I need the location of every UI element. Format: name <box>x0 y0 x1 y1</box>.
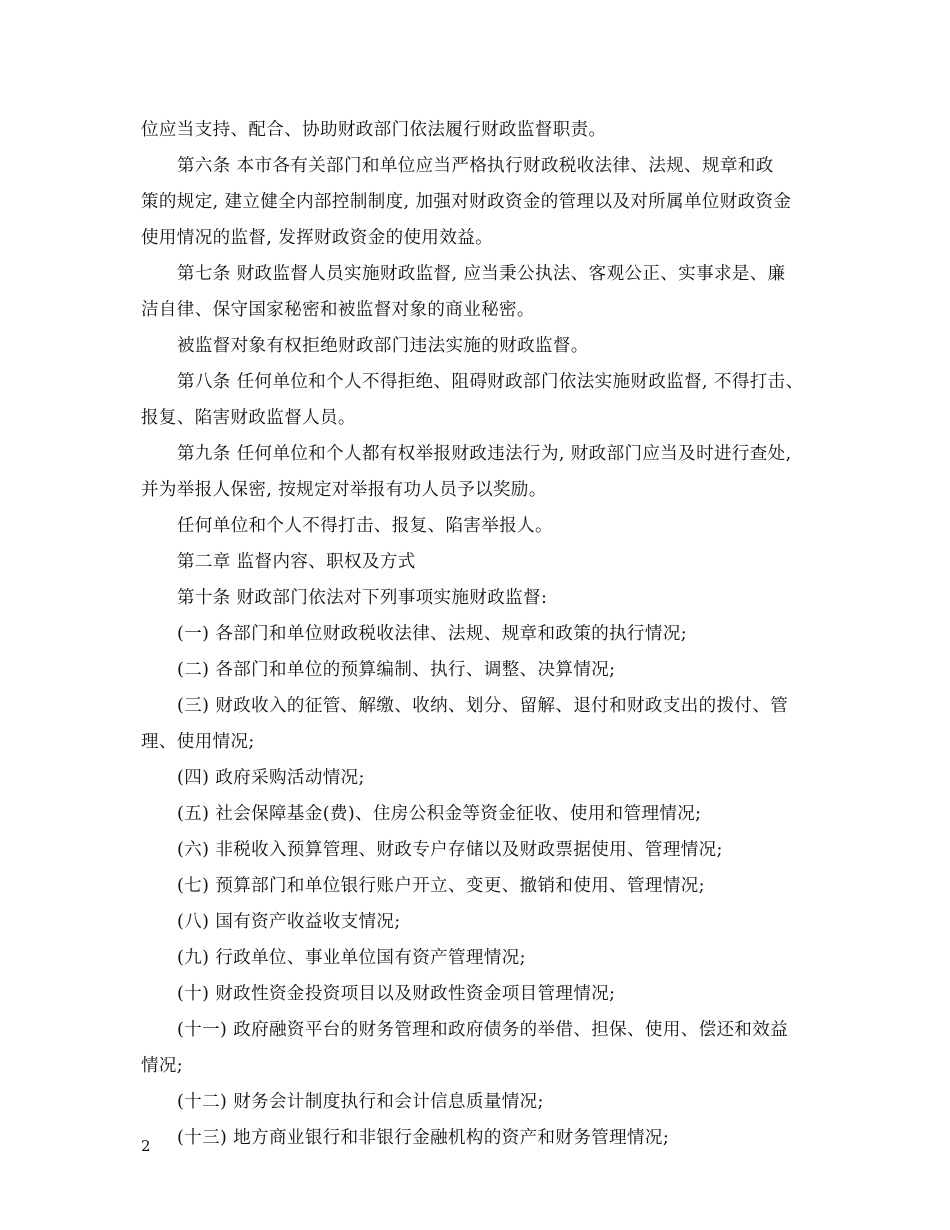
text-line: 第八条 任何单位和个人不得拒绝、阻碍财政部门依法实施财政监督, 不得打击、 <box>177 372 804 392</box>
text-line: 策的规定, 建立健全内部控制制度, 加强对财政资金的管理以及对所属单位财政资金 <box>141 192 792 212</box>
text-line: 第十条 财政部门依法对下列事项实施财政监督: <box>177 588 548 608</box>
text-line: 第九条 任何单位和个人都有权举报财政违法行为, 财政部门应当及时进行查处, <box>177 444 792 464</box>
text-line: (七) 预算部门和单位银行账户开立、变更、撤销和使用、管理情况; <box>177 876 705 896</box>
text-line: 并为举报人保密, 按规定对举报有功人员予以奖励。 <box>141 480 547 500</box>
text-line: 第六条 本市各有关部门和单位应当严格执行财政税收法律、法规、规章和政 <box>177 156 774 176</box>
text-line: (十二) 财务会计制度执行和会计信息质量情况; <box>177 1092 544 1112</box>
text-line: 理、使用情况; <box>141 732 255 752</box>
text-line: (十) 财政性资金投资项目以及财政性资金项目管理情况; <box>177 984 616 1004</box>
text-line: (三) 财政收入的征管、解缴、收纳、划分、留解、退付和财政支出的拨付、管 <box>177 696 789 716</box>
page-number: 2 <box>141 1137 151 1155</box>
text-line: (十一) 政府融资平台的财务管理和政府债务的举借、担保、使用、偿还和效益 <box>177 1020 789 1040</box>
text-line: 第七条 财政监督人员实施财政监督, 应当秉公执法、客观公正、实事求是、廉 <box>177 264 786 284</box>
text-line: (二) 各部门和单位的预算编制、执行、调整、决算情况; <box>177 660 616 680</box>
text-line: 任何单位和个人不得打击、报复、陷害举报人。 <box>177 516 553 536</box>
text-line: (六) 非税收入预算管理、财政专户存储以及财政票据使用、管理情况; <box>177 840 723 860</box>
text-line: 被监督对象有权拒绝财政部门违法实施的财政监督。 <box>177 336 589 356</box>
text-line: 第二章 监督内容、职权及方式 <box>177 552 416 572</box>
text-line: 使用情况的监督, 发挥财政资金的使用效益。 <box>141 228 494 248</box>
text-line: 情况; <box>141 1056 184 1076</box>
text-line: 位应当支持、配合、协助财政部门依法履行财政监督职责。 <box>141 120 607 140</box>
text-line: (九) 行政单位、事业单位国有资产管理情况; <box>177 948 526 968</box>
text-line: 报复、陷害财政监督人员。 <box>141 408 356 428</box>
text-line: (五) 社会保障基金(费)、住房公积金等资金征收、使用和管理情况; <box>177 804 702 824</box>
text-line: 洁自律、保守国家秘密和被监督对象的商业秘密。 <box>141 300 535 320</box>
text-line: (四) 政府采购活动情况; <box>177 768 365 788</box>
document-body <box>141 112 821 1156</box>
text-line: (十三) 地方商业银行和非银行金融机构的资产和财务管理情况; <box>177 1128 670 1148</box>
text-line: (一) 各部门和单位财政税收法律、法规、规章和政策的执行情况; <box>177 624 688 644</box>
text-line: (八) 国有资产收益收支情况; <box>177 912 401 932</box>
